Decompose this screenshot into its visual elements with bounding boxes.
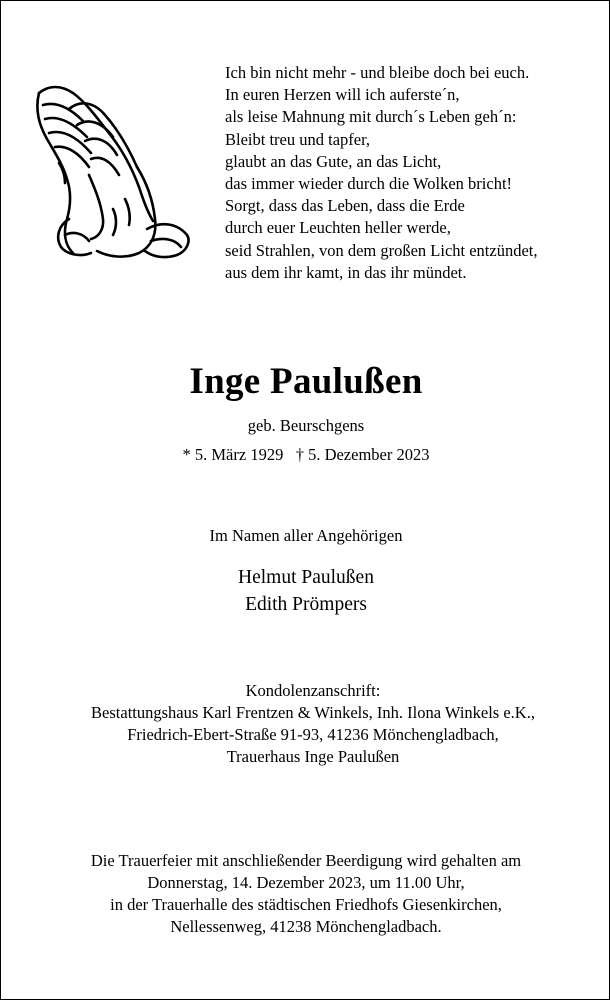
condolence-line: Friedrich-Ebert-Straße 91-93, 41236 Mönchengladbach, <box>127 725 499 744</box>
mourner-name: Edith Prömpers <box>245 594 367 615</box>
mourners-intro: Im Namen aller Angehörigen <box>209 526 403 545</box>
funeral-service-info <box>1 850 610 938</box>
memorial-poem <box>225 62 595 284</box>
poem-line: In euren Herzen will ich auferste´n, <box>225 85 460 105</box>
poem-line: Sorgt, dass das Leben, dass die Erde <box>225 196 465 216</box>
service-line: Donnerstag, 14. Dezember 2023, um 11.00 Uhr, <box>147 873 465 892</box>
poem-line: das immer wieder durch die Wolken bricht! <box>225 174 513 194</box>
deceased-name: Inge Paulußen <box>189 361 423 402</box>
mourners-list <box>1 564 610 618</box>
condolence-line: Bestattungshaus Karl Frentzen & Winkels, Inh. Ilona Winkels e.K., <box>91 703 535 722</box>
condolence-line: Trauerhaus Inge Paulußen <box>226 747 400 766</box>
poem-line: als leise Mahnung mit durch´s Leben geh´n: <box>225 107 517 127</box>
poem-line: aus dem ihr kamt, in das ihr mündet. <box>225 262 467 282</box>
service-line: in der Trauerhalle des städtischen Friedhofs Giesenkirchen, <box>110 895 502 914</box>
maiden-name: geb. Beurschgens <box>247 416 365 435</box>
service-line: Die Trauerfeier mit anschließender Beerdigung wird gehalten am <box>90 851 522 870</box>
poem-line: Bleibt treu und tapfer, <box>225 129 371 149</box>
poem-line: seid Strahlen, von dem großen Licht entzündet, <box>225 240 538 260</box>
poem-line: glaubt an das Gute, an das Licht, <box>225 151 442 171</box>
poem-line: durch euer Leuchten heller werde, <box>225 218 451 238</box>
service-line: Nellessenweg, 41238 Mönchengladbach. <box>170 917 442 936</box>
condolence-heading: Kondolenzanschrift: <box>245 681 381 700</box>
praying-hands-icon <box>29 79 194 261</box>
poem-line: Ich bin nicht mehr - und bleibe doch bei euch. <box>225 63 530 82</box>
life-dates: * 5. März 1929 † 5. Dezember 2023 <box>182 445 430 464</box>
condolence-address <box>1 680 610 768</box>
mourner-name: Helmut Paulußen <box>238 567 374 588</box>
